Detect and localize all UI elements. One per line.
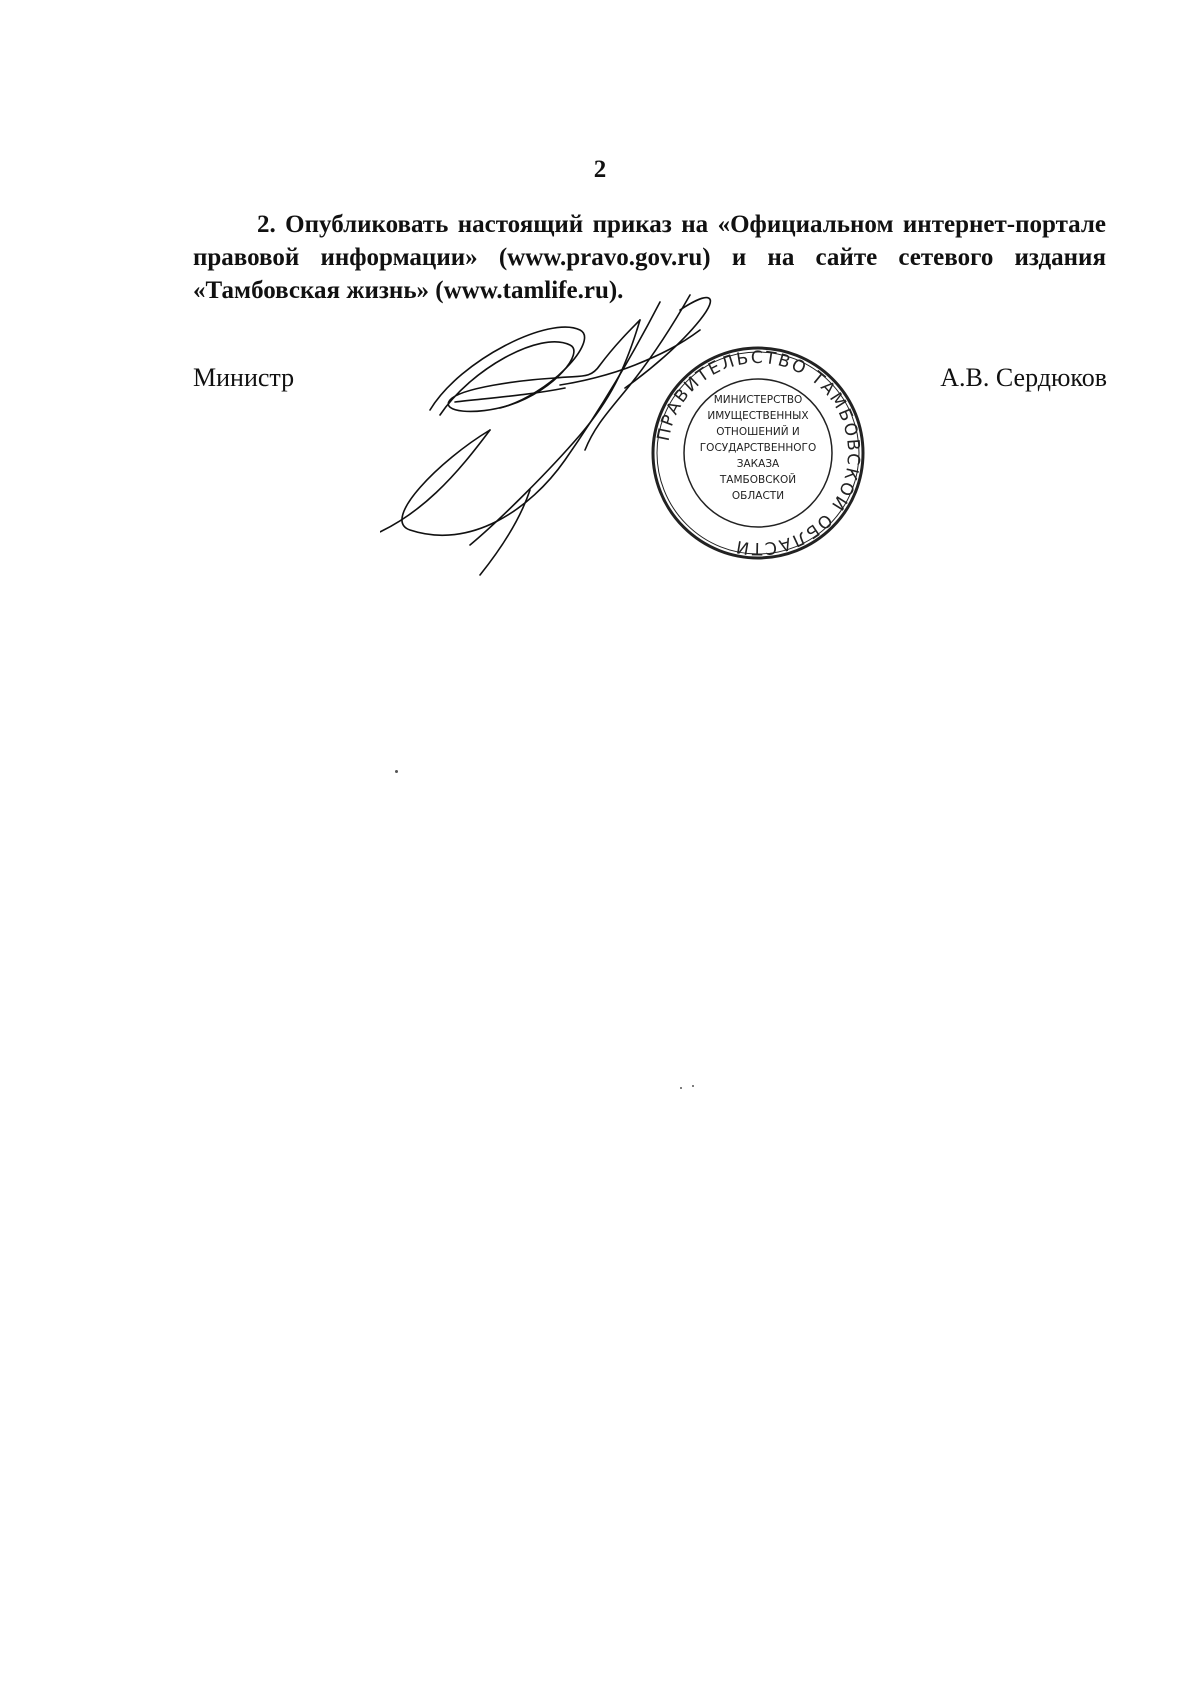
seal-inner-line: ИМУЩЕСТВЕННЫХ	[707, 410, 809, 422]
scan-speck	[395, 770, 398, 773]
seal-inner-line: ТАМБОВСКОЙ	[719, 474, 797, 486]
page-number: 2	[593, 156, 607, 183]
seal-inner-line: ОТНОШЕНИЙ И	[716, 426, 800, 438]
body-paragraph: 2. Опубликовать настоящий приказ на «Официальном интернет-портале правовой информации» (www.pravo.gov.ru) и на сайте сетевого издания «Тамбовская жизнь» (www.tamlife.ru).	[193, 211, 1106, 304]
seal-inner-line: ЗАКАЗА	[736, 458, 780, 470]
signatory-name: А.В. Сердюков	[940, 363, 1107, 392]
seal-inner-line: ГОСУДАРСТВЕННОГО	[699, 442, 817, 454]
seal-inner-line: МИНИСТЕРСТВО	[713, 394, 803, 406]
seal-outer-text: ПРАВИТЕЛЬСТВО ТАМБОВСКОЙ ОБЛАСТИ	[653, 347, 864, 559]
seal-inner-line: ОБЛАСТИ	[731, 490, 785, 502]
handwritten-signature	[380, 290, 780, 580]
signatory-title: Министр	[193, 363, 295, 392]
scan-speck	[692, 1085, 694, 1087]
scan-speck	[680, 1087, 682, 1089]
